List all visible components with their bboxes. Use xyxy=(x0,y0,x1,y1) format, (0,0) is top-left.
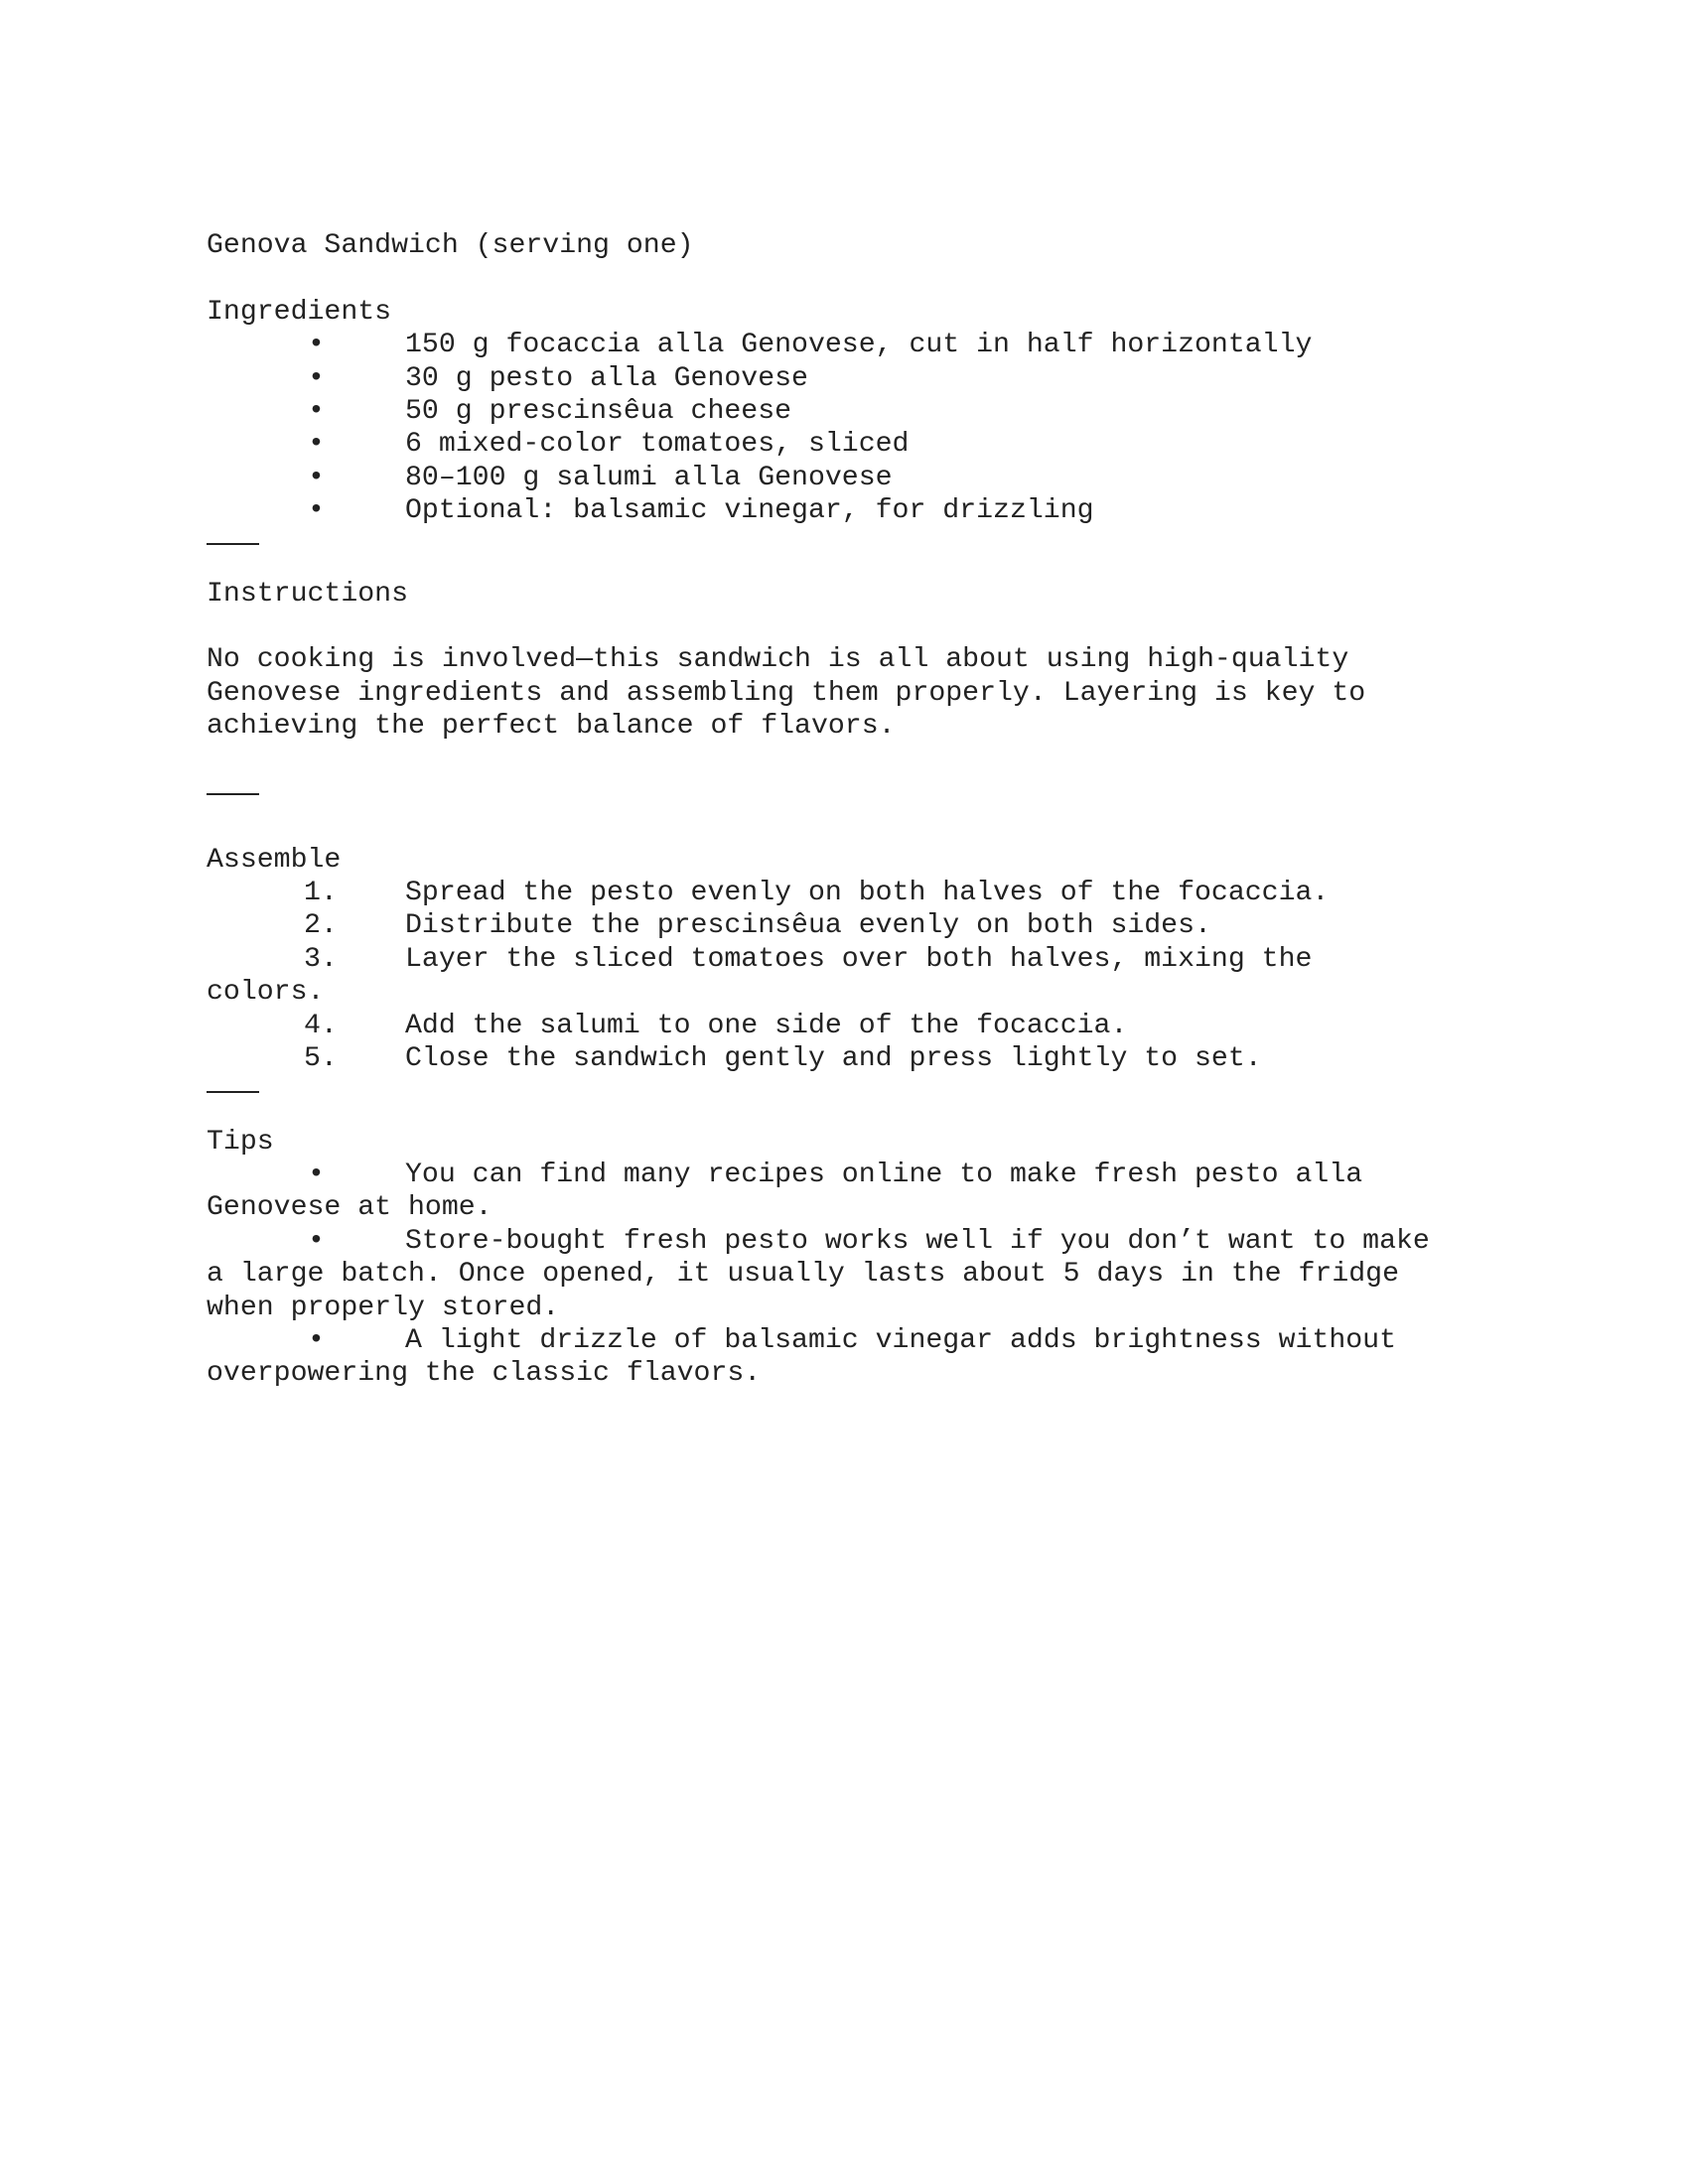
instructions-paragraph-line: Genovese ingredients and assembling them properly. Layering is key to xyxy=(207,677,1366,709)
tip-item xyxy=(207,1324,1497,1391)
assemble-step xyxy=(207,909,1497,942)
tip-item xyxy=(207,1225,1497,1324)
ingredient-item xyxy=(207,362,1497,395)
ingredients-heading: Ingredients xyxy=(207,296,392,328)
instructions-paragraph-line: No cooking is involved—this sandwich is all about using high-quality xyxy=(207,644,1349,676)
recipe-document xyxy=(207,229,1497,1391)
spacer xyxy=(207,744,1497,778)
bullet-icon: • xyxy=(308,429,325,461)
instructions-paragraph-line: achieving the perfect balance of flavors. xyxy=(207,711,896,743)
tip-text: Store-bought fresh pesto works well if you don’t want to make xyxy=(405,1225,1430,1257)
tip-text-continuation: Genovese at home. xyxy=(207,1192,492,1224)
tip-text: A light drizzle of balsamic vinegar adds brightness without xyxy=(405,1324,1396,1356)
spacer xyxy=(207,1108,1497,1126)
bullet-icon: • xyxy=(308,362,325,394)
assemble-heading: Assemble xyxy=(207,844,342,876)
section-divider xyxy=(207,1091,259,1093)
section-divider xyxy=(207,543,259,545)
assemble-step xyxy=(207,1042,1497,1075)
bullet-icon: • xyxy=(308,1159,325,1190)
step-number: 1. xyxy=(304,878,338,909)
spacer xyxy=(207,611,1497,643)
assemble-step xyxy=(207,1010,1497,1042)
assemble-step xyxy=(207,943,1497,976)
bullet-icon: • xyxy=(308,1225,325,1257)
bullet-icon: • xyxy=(308,396,325,428)
ingredient-text: 30 g pesto alla Genovese xyxy=(405,362,808,394)
ingredient-item xyxy=(207,494,1497,527)
step-number: 5. xyxy=(304,1043,338,1075)
assemble-step xyxy=(207,877,1497,909)
step-text: Close the sandwich gently and press lightly to set. xyxy=(405,1043,1262,1075)
bullet-icon: • xyxy=(308,462,325,493)
tip-text: You can find many recipes online to make fresh pesto alla xyxy=(405,1159,1363,1190)
step-number: 2. xyxy=(304,910,338,942)
ingredient-text: 80–100 g salumi alla Genovese xyxy=(405,462,893,493)
ingredient-text: 50 g prescinsêua cheese xyxy=(405,396,792,428)
bullet-icon: • xyxy=(308,1324,325,1356)
tips-heading: Tips xyxy=(207,1126,274,1158)
step-text: Add the salumi to one side of the focaccia. xyxy=(405,1010,1128,1041)
instructions-section xyxy=(207,578,1497,744)
ingredients-section xyxy=(207,296,1497,528)
ingredient-text: 150 g focaccia alla Genovese, cut in half horizontally xyxy=(405,330,1313,361)
ingredient-text: 6 mixed-color tomatoes, sliced xyxy=(405,429,910,461)
ingredient-item xyxy=(207,395,1497,428)
ingredient-item xyxy=(207,428,1497,461)
step-text: Distribute the prescinsêua evenly on both sides. xyxy=(405,910,1211,942)
ingredient-item xyxy=(207,462,1497,494)
step-text: Layer the sliced tomatoes over both halves, mixing the xyxy=(405,943,1313,975)
spacer xyxy=(207,262,1497,295)
bullet-icon: • xyxy=(308,330,325,361)
instructions-heading: Instructions xyxy=(207,578,408,610)
bullet-icon: • xyxy=(308,495,325,527)
tip-item xyxy=(207,1159,1497,1225)
tip-text-continuation: overpowering the classic flavors. xyxy=(207,1358,762,1390)
spacer xyxy=(207,560,1497,578)
document-title: Genova Sandwich (serving one) xyxy=(207,230,694,261)
step-text: Spread the pesto evenly on both halves of the focaccia. xyxy=(405,878,1330,909)
step-number: 3. xyxy=(304,943,338,975)
step-number: 4. xyxy=(304,1010,338,1041)
tip-text-continuation: a large batch. Once opened, it usually lasts about 5 days in the fridge xyxy=(207,1259,1399,1291)
tips-section xyxy=(207,1126,1497,1391)
assemble-section xyxy=(207,844,1497,1076)
section-divider xyxy=(207,793,259,795)
ingredient-item xyxy=(207,329,1497,361)
ingredient-text: Optional: balsamic vinegar, for drizzling xyxy=(405,495,1094,527)
spacer xyxy=(207,810,1497,844)
tip-text-continuation: when properly stored. xyxy=(207,1292,560,1323)
step-text-continuation: colors. xyxy=(207,977,325,1009)
